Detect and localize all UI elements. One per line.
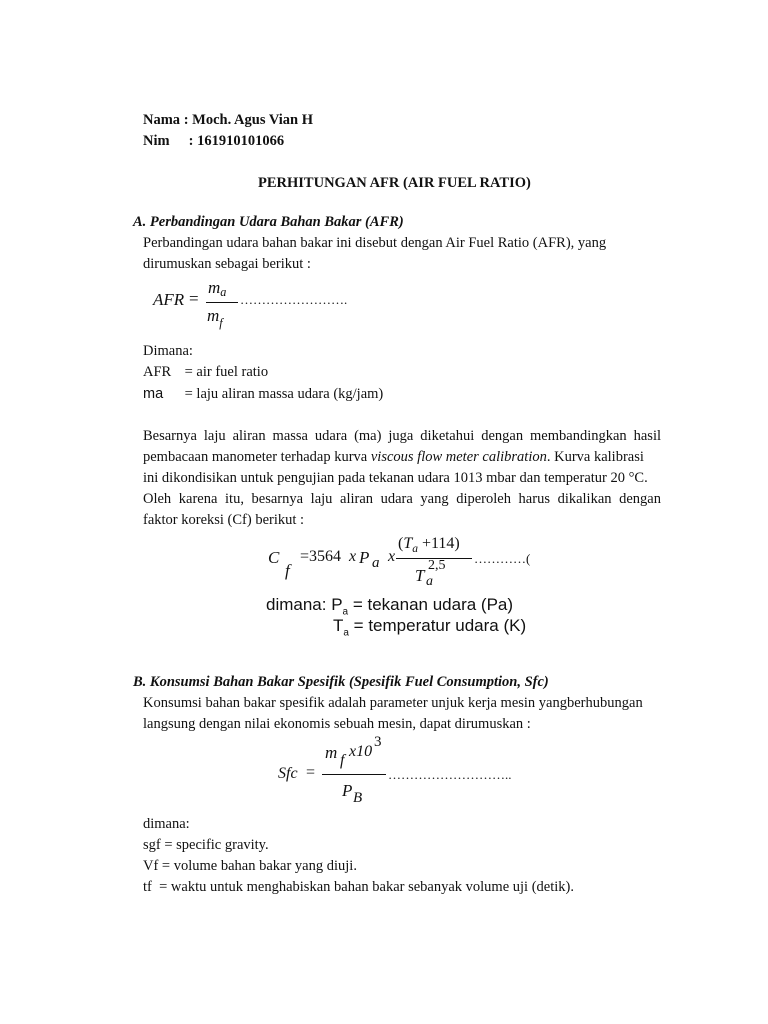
cf-den-sup: 2,5 [428, 558, 446, 573]
nama-line [143, 110, 313, 130]
nama-value: : Moch. Agus Vian H [183, 112, 313, 128]
sfc-equals: = [306, 764, 316, 781]
nim-line [143, 131, 284, 151]
nama-label: Nama [143, 112, 181, 128]
section-a-intro-line1: Perbandingan udara bahan bakar ini disebut dengan Air Fuel Ratio (AFR), yang [143, 235, 607, 251]
def-ma-desc: = laju aliran massa udara (kg/jam) [184, 386, 384, 402]
afr-dots: ……………………. [240, 292, 348, 307]
def-vf: Vf = volume bahan bakar yang diuji. [143, 858, 357, 874]
cf-const: =3564 [300, 548, 342, 565]
section-a-heading: A. Perbandingan Udara Bahan Bakar (AFR) [133, 214, 404, 230]
sfc-num-x10: x10 [349, 743, 373, 760]
def-afr-desc: = air fuel ratio [184, 364, 269, 380]
section-b-intro-line2: langsung dengan nilai ekonomis sebuah mesin, dapat dirumuskan : [143, 716, 531, 732]
para-line3: ini dikondisikan untuk pengujian pada tekanan udara 1013 mbar dan temperatur 20 °C. [143, 470, 648, 486]
cf-den-sub: a [426, 574, 433, 589]
dimana-label-b: dimana: [143, 816, 190, 832]
cf-c: C [268, 548, 280, 567]
page-title: PERHITUNGAN AFR (AIR FUEL RATIO) [258, 175, 531, 191]
para-line2: pembacaan manometer terhadap kurva viscous flow meter calibration. Kurva kalibrasi [143, 449, 644, 465]
cf-numerator: $(T_a +114)$ [398, 535, 460, 555]
sfc-num-f: f [340, 752, 345, 769]
nim-label: Nim [143, 133, 170, 149]
para-line4: Oleh karena itu, besarnya laju aliran udara yang diperoleh harus dikalikan dengan [143, 491, 661, 507]
afr-numerator: $m_a$ [208, 278, 227, 299]
section-b-heading: B. Konsumsi Bahan Bakar Spesifik (Spesifik Fuel Consumption, Sfc) [133, 674, 549, 690]
afr-equals: = [189, 289, 199, 308]
cf-p: P [359, 548, 370, 567]
section-b-intro-line1: Konsumsi bahan bakar spesifik adalah parameter unjuk kerja mesin yangberhubungan [143, 695, 643, 711]
cf-dimana-line1: dimana: $P_a$ = tekanan udara (Pa) [266, 595, 514, 618]
def-ma [143, 384, 383, 404]
cf-x1: x [349, 548, 357, 565]
cf-x2: x [388, 548, 396, 565]
sfc-num-sup: 3 [374, 734, 382, 750]
def-afr [143, 362, 268, 382]
afr-fraction-bar [206, 302, 238, 303]
cf-den-t: T [415, 566, 425, 585]
cf-dots: …………( [474, 551, 531, 566]
sfc-fraction-bar [322, 774, 386, 775]
def-afr-term: AFR [143, 364, 172, 380]
sfc-den-b: B [353, 790, 363, 806]
afr-denominator: $m_f$ [207, 306, 223, 330]
nim-value: : 161910101066 [188, 133, 285, 149]
cf-a: a [372, 555, 380, 571]
def-tf: tf = waktu untuk menghabiskan bahan bakar sebanyak volume uji (detik). [143, 879, 574, 895]
para-line1: Besarnya laju aliran massa udara (ma) juga diketahui dengan membandingkan hasil [143, 428, 661, 444]
def-sgf: sgf = specific gravity. [143, 837, 269, 853]
para-line5: faktor koreksi (Cf) berikut : [143, 512, 305, 528]
sfc-den-p: P [342, 781, 353, 800]
sfc-dots: ……………………….. [388, 767, 512, 782]
dimana-label-a: Dimana: [143, 343, 193, 359]
cf-dimana-line2: $T_a$ = temperatur udara (K) [333, 616, 527, 639]
sfc-num-m: m [325, 743, 338, 762]
afr-lhs: AFR [153, 290, 185, 309]
section-a-intro-line2: dirumuskan sebagai berikut : [143, 256, 311, 272]
def-ma-term: ma [143, 386, 164, 402]
cf-f: f [285, 561, 290, 580]
sfc-lhs: Sfc [278, 765, 298, 782]
